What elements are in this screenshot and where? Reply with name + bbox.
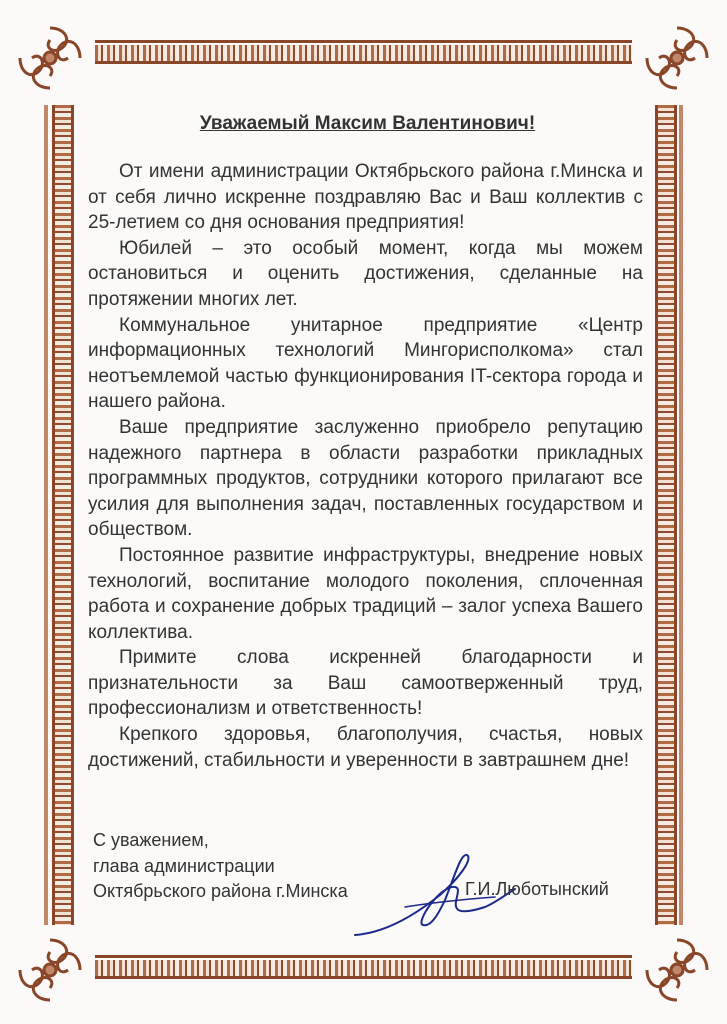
corner-ornament-icon bbox=[10, 930, 90, 1010]
corner-ornament-icon bbox=[10, 18, 90, 98]
bottom-ornament-border bbox=[95, 955, 632, 979]
closing-org: Октябрьского района г.Минска bbox=[93, 881, 348, 901]
paragraph: Юбилей – это особый момент, когда мы можем остановиться и оценить достижения, сделанные на протяжении многих лет. bbox=[88, 237, 643, 310]
left-ornament-border bbox=[52, 105, 74, 925]
corner-ornament-icon bbox=[637, 930, 717, 1010]
signer-name: Г.И.Люботынский bbox=[465, 879, 609, 899]
letter-body bbox=[88, 159, 643, 773]
top-ornament-border bbox=[95, 40, 632, 64]
paragraph: Крепкого здоровья, благополучия, счастья, новых достижений, стабильности и уверенности в завтрашнем дне! bbox=[88, 724, 643, 771]
closing-title: глава администрации bbox=[93, 855, 275, 876]
closing-line: С уважением, bbox=[93, 830, 209, 850]
salutation: Уважаемый Максим Валентинович! bbox=[199, 113, 536, 134]
right-ornament-border bbox=[655, 105, 677, 925]
paragraph: Коммунальное унитарное предприятие «Центр информационных технологий Мингорисполкома» стал неотъемлемой частью функционирования IT-сектора города и нашего района. bbox=[88, 314, 643, 413]
paragraph: Ваше предприятие заслуженно приобрело репутацию надежного партнера в области разработки прикладных программных продуктов, сотрудники которого прилагают все усилия для выполнения задач, поставленных государством и обществом. bbox=[88, 416, 643, 541]
closing-block bbox=[93, 828, 348, 905]
left-frame-line bbox=[44, 105, 48, 925]
paragraph: От имени администрации Октябрьского района г.Минска и от себя лично искренне поздравляю Вас и Ваш коллектив с 25-летием со дня основания предприятия! bbox=[88, 161, 643, 234]
corner-ornament-icon bbox=[637, 18, 717, 98]
right-frame-line bbox=[679, 105, 683, 925]
paragraph: Примите слова искренней благодарности и признательности за Ваш самоотверженный труд, профессионализм и ответственность! bbox=[88, 647, 643, 720]
paragraph: Постоянное развитие инфраструктуры, внедрение новых технологий, воспитание молодого поколения, сплоченная работа и сохранение добрых традиций – залог успеха Вашего коллектива. bbox=[88, 544, 643, 643]
